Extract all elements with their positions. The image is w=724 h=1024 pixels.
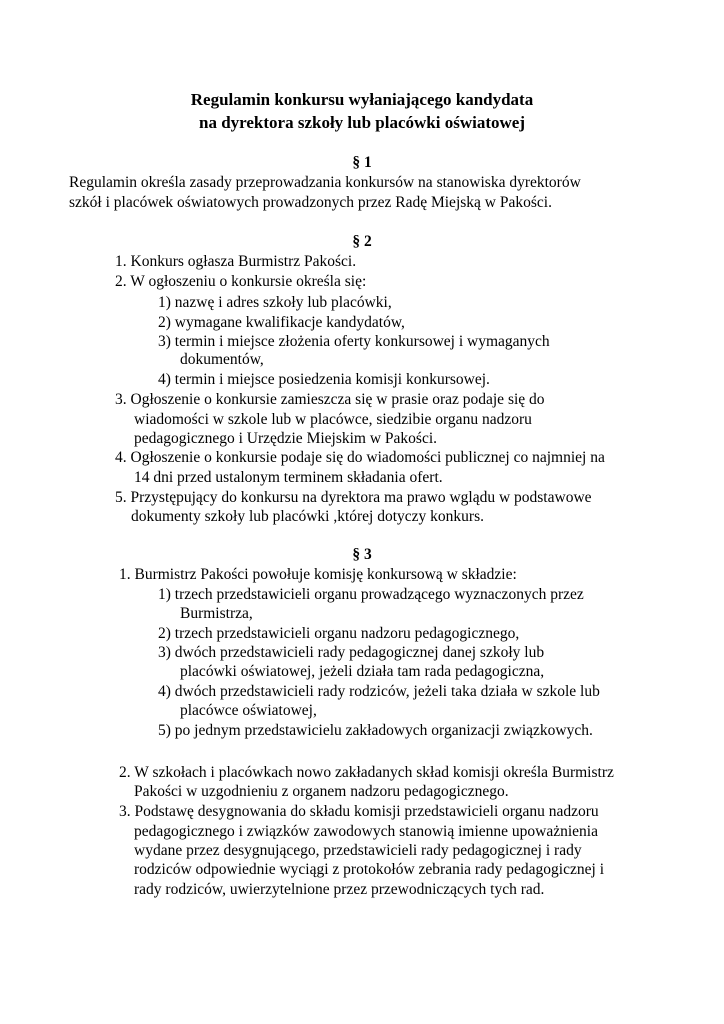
section-2-subitem-3: 3) termin i miejsce złożenia oferty konkursowej i wymaganych [158,333,550,350]
section-1-paragraph-line: Regulamin określa zasady przeprowadzania konkursów na stanowiska dyrektorów [69,174,581,191]
section-3-heading: § 3 [352,546,372,563]
section-3-subitem-4: 4) dwóch przedstawicieli rady rodziców, jeżeli taka działa w szkole lub [158,683,600,700]
section-3-subitem-3: 3) dwóch przedstawicieli rady pedagogicznej danej szkoły lub [158,644,545,661]
section-2-subitem-1: 1) nazwę i adres szkoły lub placówki, [158,294,392,311]
section-1-heading: § 1 [352,154,372,171]
section-3-item-2-cont: Pakości w uzgodnieniu z organem nadzoru pedagogicznego. [134,783,509,800]
section-2-item-1: 1. Konkurs ogłasza Burmistrz Pakości. [115,253,357,270]
section-3-item-3: 3. Podstawę desygnowania do składu komisji przedstawicieli organu nadzoru [119,803,599,820]
section-3-subitem-3-cont: placówki oświatowej, jeżeli działa tam rada pedagogiczna, [180,663,545,680]
section-3-item-3-cont: wydane przez desygnującego, przedstawicieli rady pedagogicznej i rady [134,842,582,859]
section-2-item-3: 3. Ogłoszenie o konkursie zamieszcza się w prasie oraz podaje się do [115,391,545,408]
section-2-subitem-3-cont: dokumentów, [180,351,264,368]
section-3-subitem-2: 2) trzech przedstawicieli organu nadzoru pedagogicznego, [158,625,520,642]
section-3-item-3-cont: pedagogicznego i związków zawodowych stanowią imienne upoważnienia [134,823,598,840]
section-2-subitem-2: 2) wymagane kwalifikacje kandydatów, [158,314,405,331]
section-2-item-5-cont: dokumenty szkoły lub placówki ,której dotyczy konkurs. [131,508,484,525]
section-3-subitem-1-cont: Burmistrza, [180,605,253,622]
section-2-subitem-4: 4) termin i miejsce posiedzenia komisji konkursowej. [158,371,490,388]
section-2-item-3-cont: wiadomości w szkole lub w placówce, siedzibie organu nadzoru [134,411,532,428]
section-3-item-3-cont: rodziców odpowiednie wyciągi z protokołów zebrania rady pedagogicznej i [134,861,604,878]
section-2-item-3-cont: pedagogicznego i Urzędzie Miejskim w Pakości. [134,430,438,447]
section-3-item-2: 2. W szkołach i placówkach nowo zakładanych skład komisji określa Burmistrz [119,764,614,781]
section-3-subitem-5: 5) po jednym przedstawicielu zakładowych organizacji związkowych. [158,722,593,739]
section-3-subitem-4-cont: placówce oświatowej, [180,702,317,719]
section-2-item-4-cont: 14 dni przed ustalonym terminem składania ofert. [134,469,443,486]
section-2-item-4: 4. Ogłoszenie o konkursie podaje się do wiadomości publicznej co najmniej na [115,449,605,466]
section-1-paragraph-line: szkół i placówek oświatowych prowadzonych przez Radę Miejską w Pakości. [69,194,552,211]
document-title-line-2: na dyrektora szkoły lub placówki oświatowej [198,113,525,132]
section-2-heading: § 2 [352,233,372,250]
section-2-item-2: 2. W ogłoszeniu o konkursie określa się: [115,273,367,290]
document-title-line-1: Regulamin konkursu wyłaniającego kandydata [190,90,534,109]
section-3-subitem-1: 1) trzech przedstawicieli organu prowadzącego wyznaczonych przez [158,586,584,603]
section-2-item-5: 5. Przystępujący do konkursu na dyrektora ma prawo wglądu w podstawowe [115,489,592,506]
section-3-item-1: 1. Burmistrz Pakości powołuje komisję konkursową w składzie: [119,566,517,583]
section-3-item-3-cont: rady rodziców, uwierzytelnione przez przewodniczących tych rad. [134,881,545,898]
